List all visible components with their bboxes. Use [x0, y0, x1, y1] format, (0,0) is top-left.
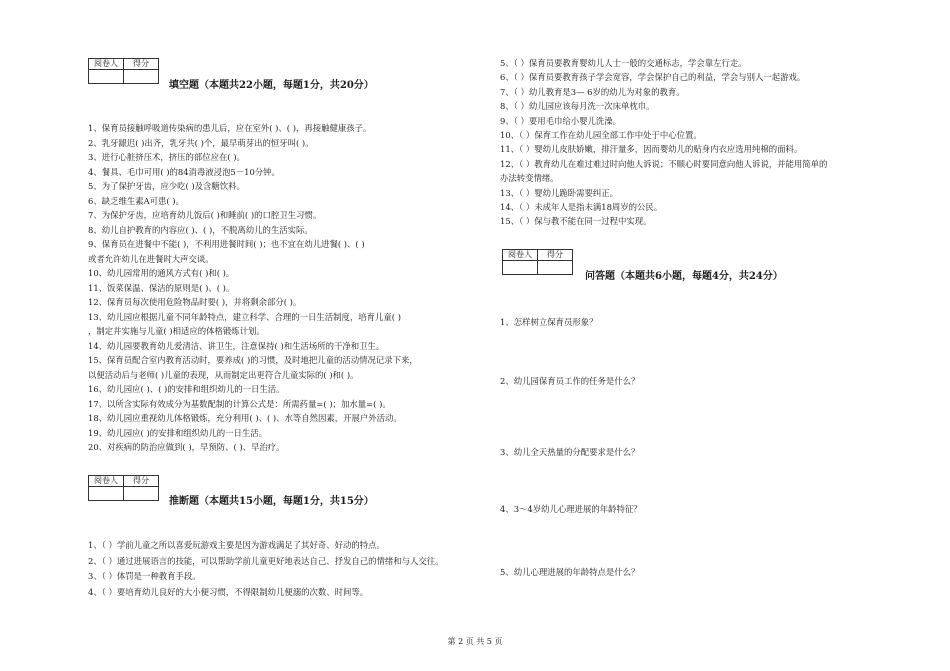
fill-question-line: 19、幼儿园应( )的安排和组织幼儿的一日生活。 [88, 427, 267, 438]
judge-question-line: 6、（ ）保育员要教育孩子学会宽容，学会保护自己的利益，学会与别人一起游戏。 [500, 72, 806, 83]
fill-question-line: 3、进行心脏挤压术，挤压的部位应在( )。 [88, 152, 245, 162]
judge-question-line: 10、（ ）保育工作在幼儿园全部工作中处于中心位置。 [500, 130, 702, 140]
judge-question-line: 8、（ ）幼儿园应该每月洗一次床单枕巾。 [500, 101, 655, 112]
fill-question-line: 8、幼儿自护教育的内容应( )、( )，不脱离幼儿的生活实际。 [88, 224, 313, 235]
page-number: 第 2 页 共 5 页 [447, 637, 503, 646]
fill-question-line: 17、以所含实际有效成分为基数配制的计算公式是：所需药量=( )；加水量=( )。 [88, 398, 391, 409]
reviewer-cell[interactable] [89, 487, 124, 501]
fill-question-line: 9、保育员在进餐中不能( )，不利用进餐时间( )；也不宜在幼儿进餐( )、( ) [88, 239, 365, 249]
fill-question-line: 以便活动后与老师( )儿童的表现，从而制定出更符合儿童实际的( )和( )。 [88, 369, 359, 380]
fill-question-line: 11、饭菜保温、保洁的原则是( )、( )。 [88, 282, 235, 293]
judge-question-line: 14、（ ）未成年人是指未满18周岁的公民。 [500, 202, 663, 212]
judge-question-line: 办法转变情绪。 [500, 173, 559, 184]
score-table-fill [88, 58, 159, 84]
reviewer-label: 阅卷人 [89, 476, 124, 487]
fill-question-line: 12、保育员每次使用危险物品时要( )，并将剩余部分( )。 [88, 297, 302, 307]
fill-question-line: ，制定并实施与儿童( )相适应的体格锻炼计划。 [88, 326, 265, 336]
qa-question: 2、幼儿园保育员工作的任务是什么？ [500, 376, 640, 386]
fill-section-title: 填空题（本题共22小题，每题1分，共20分） [169, 80, 374, 91]
fill-question-line: 10、幼儿园常用的通风方式有( )和( )。 [88, 268, 235, 278]
fill-question-line: 13、幼儿园应根据儿童不同年龄特点，建立科学、合理的一日生活制度，培育儿童( ) [88, 311, 401, 322]
reviewer-cell[interactable] [89, 70, 124, 84]
judge-question-line: 12、（ ）教育幼儿在难过难过时向他人诉说；不顺心时要同意向他人诉说，并能用简单的 [500, 158, 828, 169]
fill-question-line: 或者允许幼儿在进餐时大声交谈。 [88, 253, 214, 264]
reviewer-label: 阅卷人 [503, 250, 538, 261]
judge-section-title: 推断题（本题共15小题，每题1分，共15分） [169, 496, 374, 507]
reviewer-cell[interactable] [503, 261, 538, 275]
score-cell[interactable] [124, 487, 159, 501]
judge-question-line: 9、（ ）要用毛巾给小婴儿洗澡。 [500, 115, 622, 126]
fill-question-line: 5、为了保护牙齿，应少吃( )及含糖饮料。 [88, 181, 245, 191]
fill-question-line: 2、乳牙龈迟( )出齐，乳牙共( )个，最早萌芽出的恒牙叫( )。 [88, 137, 314, 148]
score-table-qa [502, 249, 573, 275]
qa-question: 3、幼儿全天热量的分配要求是什么？ [500, 447, 640, 457]
reviewer-label: 阅卷人 [89, 59, 124, 70]
fill-question-line: 16、幼儿园应( )、( )的安排和组织幼儿的一日生活。 [88, 384, 285, 394]
fill-question-line: 14、幼儿园要教育幼儿爱清洁、讲卫生，注意保持( )和生活场所的干净和卫生。 [88, 340, 385, 351]
score-label: 得分 [538, 250, 573, 261]
qa-question: 4、3～4岁幼儿心理进展的年龄特征？ [500, 504, 642, 514]
fill-question-line: 15、保育员配合室内教育活动时，要养成( )的习惯，及时地把儿童的活动情况记录下来， [88, 355, 418, 365]
fill-question-line: 4、餐具、毛巾可用( )的84消毒液浸泡5－10分钟。 [88, 166, 280, 177]
judge-question-line: 1、（ ）学前儿童之所以喜爱玩游戏主要是因为游戏满足了其好奇、好动的特点。 [88, 540, 385, 550]
fill-question-line: 6、缺乏维生素A可患( )。 [88, 195, 184, 206]
fill-question-line: 18、幼儿园应重视幼儿体格锻炼，充分利用( )、( )、水等自然因素，开展户外活动。 [88, 413, 402, 423]
score-cell[interactable] [538, 261, 573, 275]
judge-question-line: 4、（ ）要培育幼儿良好的大小便习惯，不得限制幼儿便溺的次数、时间等。 [88, 586, 369, 597]
qa-question: 5、幼儿心理进展的年龄特点是什么？ [500, 567, 640, 577]
judge-question-line: 2、（ ）通过进展语言的技能，可以帮助学前儿童更好地表达自己、抒发自己的情绪和与人交往。 [88, 555, 444, 566]
fill-question-line: 1、保育员接触呼吸道传染病的患儿后，应在室外( )、( )，再接触健康孩子。 [88, 123, 372, 133]
judge-question-line: 5、（ ）保育员要教育婴幼儿人士一般的交通标志，学会靠左行走。 [500, 58, 747, 68]
judge-question-line: 15、（ ）保与教不能在同一过程中实现。 [500, 216, 652, 227]
score-label: 得分 [124, 476, 159, 487]
qa-section-title: 问答题（本题共6小题，每题4分，共24分） [585, 271, 783, 282]
fill-question-line: 7、为保护牙齿，应培育幼儿饭后( )和睡前( )的口腔卫生习惯。 [88, 210, 322, 220]
score-cell[interactable] [124, 70, 159, 84]
fill-question-line: 20、对疾病的防治应做到( )，早预防、( )、早治疗。 [88, 442, 285, 452]
judge-question-line: 7、（ ）幼儿教育是3— 6岁的幼儿为对象的教育。 [500, 86, 685, 97]
judge-question-line: 13、（ ）婴幼儿跪卧需要纠正。 [500, 187, 618, 198]
judge-question-line: 3、（ ）体罚是一种教育手段。 [88, 571, 201, 582]
qa-question: 1、怎样树立保育员形象？ [500, 317, 598, 327]
score-label: 得分 [124, 59, 159, 70]
judge-question-line: 11、（ ）婴幼儿皮肤娇嫩，排汗量多，因而婴幼儿的贴身内衣应选用纯棉的面料。 [500, 144, 803, 155]
score-table-judge [88, 475, 159, 501]
